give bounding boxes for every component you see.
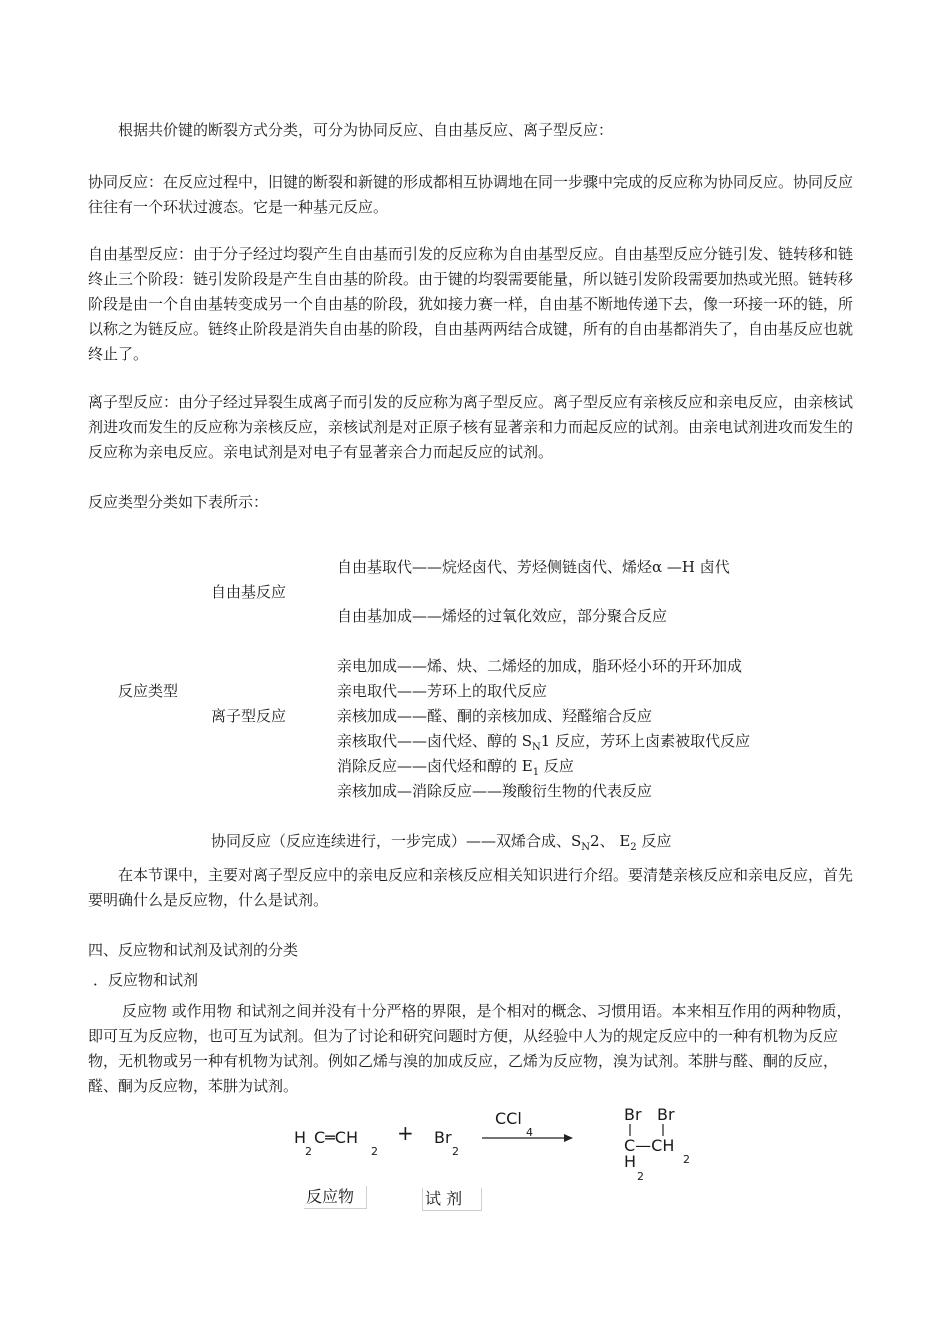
- reagent-label: 试 剂: [422, 1188, 482, 1211]
- classification-root: 反应类型: [118, 682, 179, 700]
- section-heading: 四、反应物和试剂及试剂的分类: [88, 941, 299, 959]
- ionic-item: 亲核加成—消除反应——羧酸衍生物的代表反应: [337, 782, 653, 800]
- product-chain: C—CH: [624, 1136, 675, 1155]
- bromine-formula: Br: [434, 1128, 452, 1147]
- ethylene-formula: C═CH: [314, 1128, 359, 1147]
- ionic-group-label: 离子型反应: [211, 707, 287, 725]
- ionic-item: [337, 731, 750, 758]
- ionic-item: 亲电取代——芳环上的取代反应: [337, 682, 548, 700]
- intro-paragraph: 根据共价键的断裂方式分类，可分为协同反应、自由基反应、离子型反应：: [118, 121, 614, 139]
- catalyst-formula: CCl: [495, 1109, 522, 1128]
- radical-paragraph: 自由基型反应：由于分子经过均裂产生自由基而引发的反应称为自由基型反应。自由基型反应分链引发、链转移和链终止三个阶段：链引发阶段是产生自由基的阶段。由于键的均裂需要能量，所以链引发阶段需要加热或光照。链转移阶段是由一个自由基转变成另一个自由基的阶段，犹如接力赛一样，自由基不断地传递下去，像一环接一环的链，所以称之为链反应。链终止阶段是消失自由基的阶段，自由基两两结合成键，所有的自由基都消失了，自由基反应也就终止了。: [88, 245, 854, 363]
- reaction-arrow-icon: [482, 1132, 574, 1144]
- ionic-item-text: 消除反应——卤代烃和醇的 E: [337, 757, 533, 775]
- ionic-item-text: 亲核取代——卤代烃、醇的 S: [337, 732, 533, 750]
- catalyst-sub: 4: [526, 1126, 533, 1139]
- radical-item: 自由基取代——烷烃卤代、芳烃侧链卤代、烯烃α —H 卤代: [337, 558, 730, 576]
- ionic-item: [337, 756, 574, 783]
- lesson-paragraph: 在本节课中，主要对离子型反应中的亲电反应和亲核反应相关知识进行介绍。要清楚亲核反应和亲电反应，首先要明确什么是反应物，什么是试剂。: [88, 866, 854, 909]
- reactant-label: 反应物: [304, 1186, 367, 1209]
- ethylene-sub: 2: [305, 1145, 312, 1158]
- subscript: N: [581, 842, 591, 853]
- subsection-heading: ．反应物和试剂: [93, 971, 199, 989]
- subscript: 2: [630, 842, 637, 853]
- product-bonds-icon: [624, 1123, 674, 1137]
- ionic-paragraph: 离子型反应：由分子经过异裂生成离子而引发的反应称为离子型反应。离子型反应有亲核反应和亲电反应，由亲核试剂进攻而发生的反应称为亲核反应，亲核试剂是对正原子核有显著亲和力而起反应的试剂。由亲电试剂进攻而发生的反应称为亲电反应。亲电试剂是对电子有显著亲合力而起反应的试剂。: [88, 393, 854, 461]
- plus-sign: +: [397, 1121, 414, 1145]
- reactant-paragraph: 反应物 或作用物 和试剂之间并没有十分严格的界限，是个相对的概念、习惯用语。本来相互作用的两种物质，即可互为反应物，也可互为试剂。但为了讨论和研究问题时方便，从经验中人为的规定反应中的一种有机物为反应物，无机物或另一种有机物为试剂。例如乙烯与溴的加成反应，乙烯为反应物，溴为试剂。苯肼与醛、酮的反应，醛、酮为反应物，苯肼为试剂。: [88, 1002, 852, 1095]
- table-intro: 反应类型分类如下表所示：: [88, 493, 269, 511]
- concerted-text: 协同反应（反应连续进行，一步完成）——双烯合成、S: [211, 832, 582, 850]
- product-br: Br: [657, 1105, 675, 1124]
- bromine-sub: 2: [452, 1145, 459, 1158]
- concerted-text: 反应: [636, 832, 672, 850]
- concerted-group-line: [211, 831, 671, 858]
- product-br: Br: [624, 1105, 642, 1124]
- product-h-sub: 2: [637, 1170, 644, 1183]
- ionic-item: 亲电加成——烯、炔、二烯烃的加成，脂环烃小环的开环加成: [337, 657, 743, 675]
- ethylene-sub: 2: [371, 1145, 378, 1158]
- ionic-item-text: 反应: [539, 757, 574, 775]
- subscript: 1: [532, 767, 540, 778]
- product-sub: 2: [683, 1153, 690, 1166]
- ethylene-h: H: [294, 1128, 307, 1147]
- radical-group-label: 自由基反应: [211, 583, 287, 601]
- product-h: H: [624, 1152, 637, 1171]
- subscript: N: [532, 742, 541, 753]
- radical-item: 自由基加成——烯烃的过氧化效应，部分聚合反应: [337, 607, 668, 625]
- ionic-item-text: 1 反应，芳环上卤素被取代反应: [540, 732, 751, 750]
- concerted-paragraph: 协同反应：在反应过程中，旧键的断裂和新键的形成都相互协调地在同一步骤中完成的反应称为协同反应。协同反应往往有一个环状过渡态。它是一种基元反应。: [88, 173, 854, 216]
- ionic-item: 亲核加成——醛、酮的亲核加成、羟醛缩合反应: [337, 707, 653, 725]
- concerted-text: 2、 E: [590, 832, 631, 850]
